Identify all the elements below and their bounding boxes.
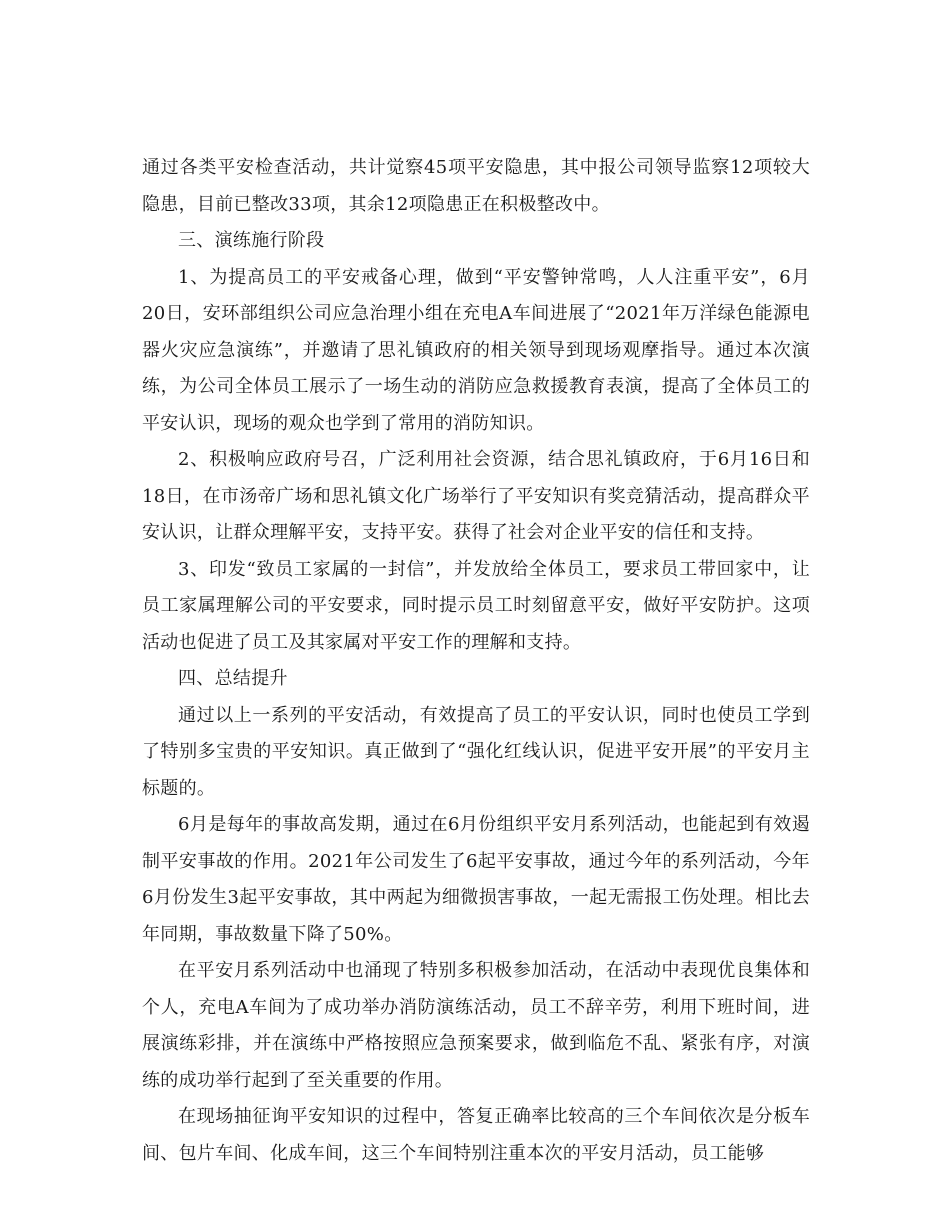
paragraph-accident-stats: 6月是每年的事故高发期，通过在6月份组织平安月系列活动，也能起到有效遏制平安事故的作用。2021年公司发生了6起平安事故，通过今年的系列活动，今年6月份发生3起平安事故，其中两起为细微损害事故，一起无需报工伤处理。相比去年同期，事故数量下降了50%。 (142, 814, 810, 945)
paragraph-family-letter: 3、印发“致员工家属的一封信”，并发放给全体员工，要求员工带回家中，让员工家属理解公司的平安要求，同时提示员工时刻留意平安，做好平安防护。这项活动也促进了员工及其家属对平安工作的理解和支持。 (142, 558, 810, 653)
paragraph-awareness: 通过以上一系列的平安活动，有效提高了员工的平安认识，同时也使员工学到了特别多宝贵的平安知识。真正做到了“强化红线认识，促进平安开展”的平安月主标题的。 (142, 704, 810, 799)
paragraph-outstanding-teams: 在平安月系列活动中也涌现了特别多积极参加活动，在活动中表现优良集体和个人，充电A车间为了成功举办消防演练活动，员工不辞辛劳，利用下班时间，进展演练彩排，并在演练中严格按照应急预案要求，做到临危不乱、紧张有序，对演练的成功举行起到了至关重要的作用。 (142, 960, 810, 1091)
paragraph-quiz-activity: 2、积极响应政府号召，广泛利用社会资源，结合思礼镇政府，于6月16日和18日，在市汤帝广场和思礼镇文化广场举行了平安知识有奖竞猜活动，提高群众平安认识，让群众理解平安，支持平安。获得了社会对企业平安的信任和支持。 (142, 449, 810, 543)
paragraph-hazard-summary: 通过各类平安检查活动，共计觉察45项平安隐患，其中报公司领导监察12项较大隐患，目前已整改33项，其余12项隐患正在积极整改中。 (142, 157, 810, 215)
document-body (142, 150, 810, 1172)
heading-summary: 四、总结提升 (178, 668, 288, 689)
paragraph-quiz-results: 在现场抽征询平安知识的过程中，答复正确率比较高的三个车间依次是分板车间、包片车间、化成车间，这三个车间特别注重本次的平安月活动，员工能够 (142, 1106, 810, 1164)
paragraph-fire-drill: 1、为提高员工的平安戒备心理，做到“平安警钟常鸣，人人注重平安”，6月20日，安环部组织公司应急治理小组在充电A车间进展了“2021年万洋绿色能源电器火灾应急演练”，并邀请了思礼镇政府的相关领导到现场观摩指导。通过本次演练，为公司全体员工展示了一场生动的消防应急救援教育表演，提高了全体员工的平安认识，现场的观众也学到了常用的消防知识。 (142, 266, 810, 434)
heading-drill-stage: 三、演练施行阶段 (178, 230, 325, 251)
